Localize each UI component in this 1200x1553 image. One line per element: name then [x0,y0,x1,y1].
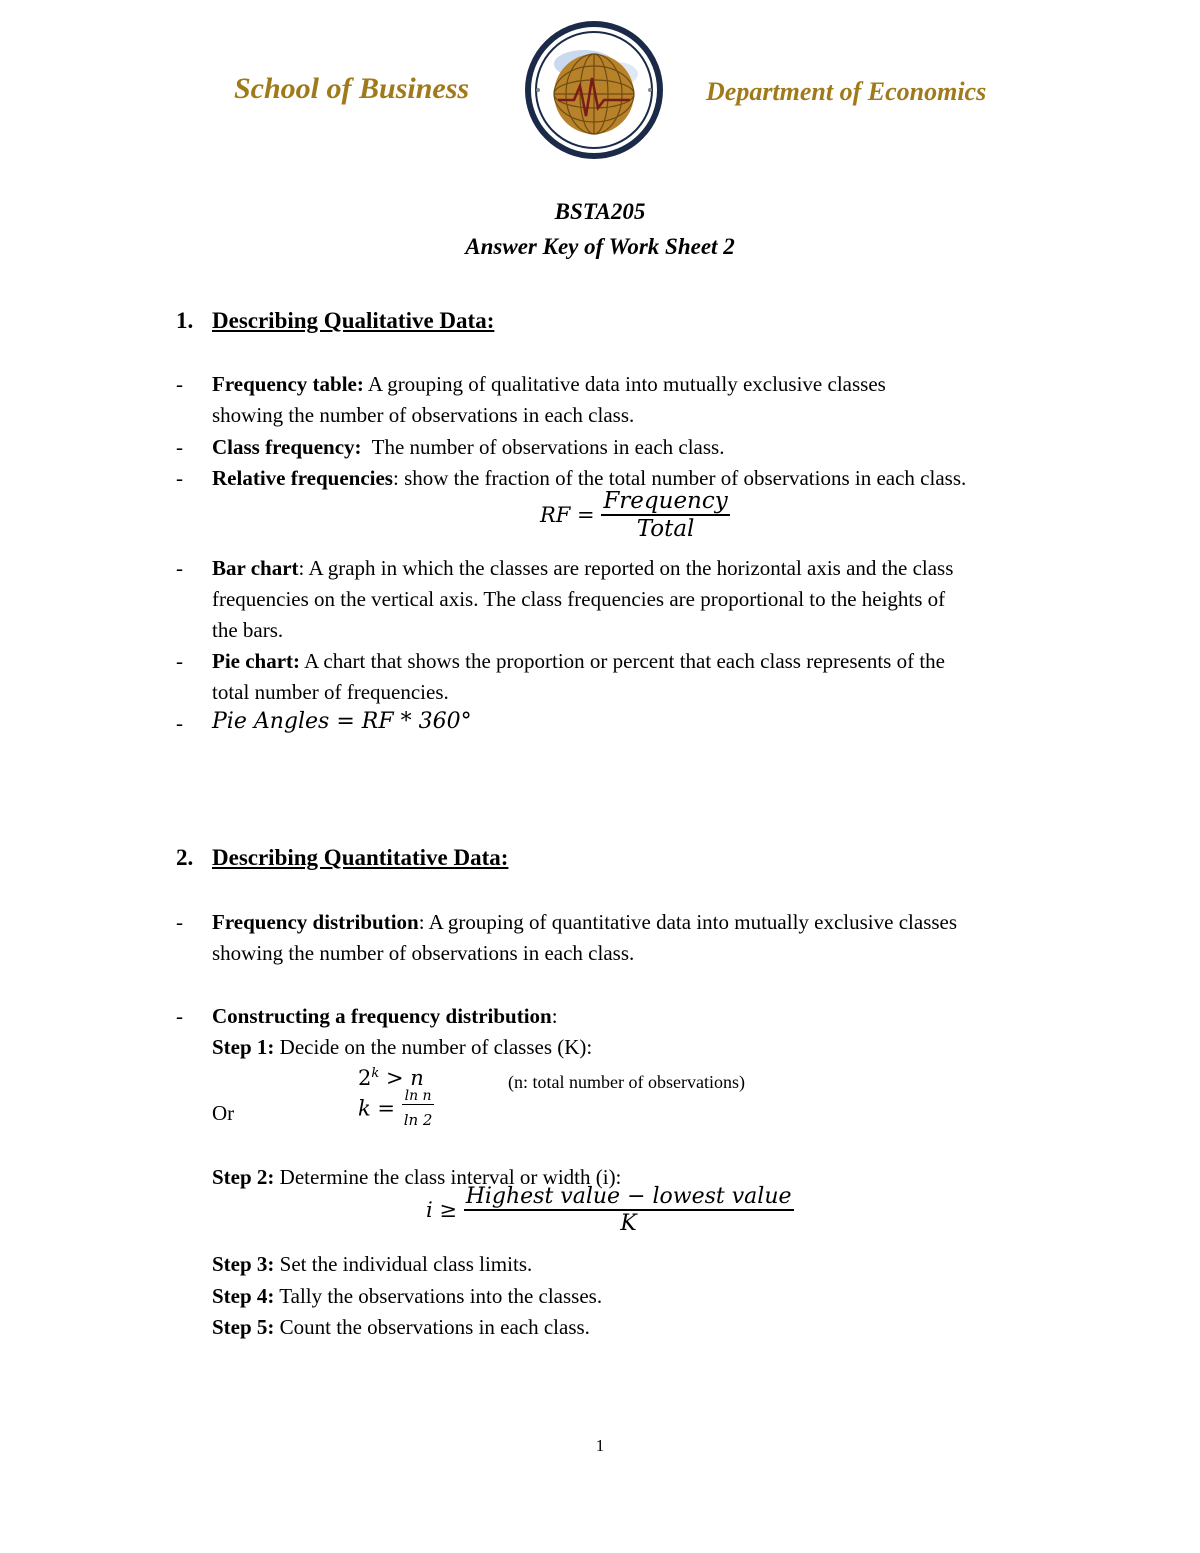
step-text: Decide on the number of classes (K): [274,1035,593,1059]
term: Relative frequencies [212,466,393,490]
pie-chart-item [212,649,945,673]
section1-number: 1. [176,308,194,333]
step3 [212,1252,532,1276]
department-name: Department of Economics [706,77,987,106]
formula-2k [358,1066,424,1090]
relative-frequencies-item [212,466,966,490]
step1 [212,1035,592,1059]
definition: : show the fraction of the total number of observations in each class. [392,466,967,490]
term: Bar chart [212,556,299,580]
step-label: Step 3: [212,1252,275,1276]
step-text: Determine the class interval or width (i): [274,1165,622,1189]
bullet: - [176,910,183,934]
pie-chart-cont: total number of frequencies. [212,680,449,704]
or-label: Or [212,1101,235,1125]
rest: > n [379,1066,424,1090]
formula-i [426,1184,794,1236]
bullet: - [176,372,183,396]
step-text: Count the observations in each class. [274,1315,590,1339]
definition: : [551,1004,558,1028]
page-number: 1 [595,1436,605,1455]
step-label: Step 2: [212,1165,275,1189]
bullet: - [176,711,183,735]
rf-formula [540,488,730,542]
base: 2 [358,1066,372,1090]
bullet: - [176,556,183,580]
i-denominator: K [620,1211,637,1236]
term: Frequency distribution [212,910,419,934]
frequency-table-item [212,372,886,396]
n-note: (n: total number of observations) [508,1072,745,1092]
step5 [212,1315,590,1339]
definition: : A grouping of quantitative data into mutually exclusive classes [418,910,958,934]
definition: The number of observations in each class. [361,435,725,459]
rf-lhs: RF = [540,503,595,527]
bullet: - [176,435,183,459]
term: Class frequency: [212,435,362,459]
pie-angles-formula: Pie Angles = RF * 360° [212,709,472,734]
bar-chart-cont2: the bars. [212,618,284,642]
term: Constructing a frequency distribution [212,1004,552,1028]
globe-heartbeat-icon [524,20,664,160]
k-numerator: ln n [404,1088,432,1104]
term: Frequency table: [212,372,364,396]
section1-heading: Describing Qualitative Data: [212,308,495,333]
step4 [212,1284,602,1308]
i-numerator: Highest value − lowest value [465,1184,792,1209]
frequency-distribution-item [212,910,957,934]
i-fraction [464,1184,794,1236]
step-label: Step 4: [212,1284,275,1308]
frequency-table-cont: showing the number of observations in each class. [212,403,635,427]
definition: A grouping of qualitative data into mutually exclusive classes [363,372,886,396]
rf-fraction [601,488,729,542]
class-frequency-item [212,435,724,459]
step-label: Step 1: [212,1035,275,1059]
document-title: Answer Key of Work Sheet 2 [465,234,735,259]
course-code: BSTA205 [554,199,646,224]
bullet: - [176,649,183,673]
section2-heading: Describing Quantitative Data: [212,845,509,870]
definition: : A graph in which the classes are reported on the horizontal axis and the class [298,556,954,580]
exponent: k [371,1066,380,1081]
rf-numerator: Frequency [603,488,728,514]
step-text: Set the individual class limits. [274,1252,533,1276]
bar-chart-item [212,556,953,580]
step-text: Tally the observations into the classes. [274,1284,603,1308]
school-name: School of Business [234,72,470,105]
term: Pie chart: [212,649,301,673]
definition: A chart that shows the proportion or percent that each class represents of the [300,649,946,673]
rf-denominator: Total [636,516,695,542]
constructing-item [212,1004,558,1028]
bullet: - [176,1004,183,1028]
bar-chart-cont: frequencies on the vertical axis. The class frequencies are proportional to the heights of [212,587,946,611]
i-lhs: i ≥ [426,1198,457,1222]
k-denominator: ln 2 [403,1111,433,1129]
bullet: - [176,466,183,490]
k-lhs: k = [358,1096,395,1121]
step-label: Step 5: [212,1315,275,1339]
section2-number: 2. [176,845,194,870]
formula-k [358,1088,434,1129]
k-fraction [402,1088,435,1129]
frequency-distribution-cont: showing the number of observations in each class. [212,941,635,965]
